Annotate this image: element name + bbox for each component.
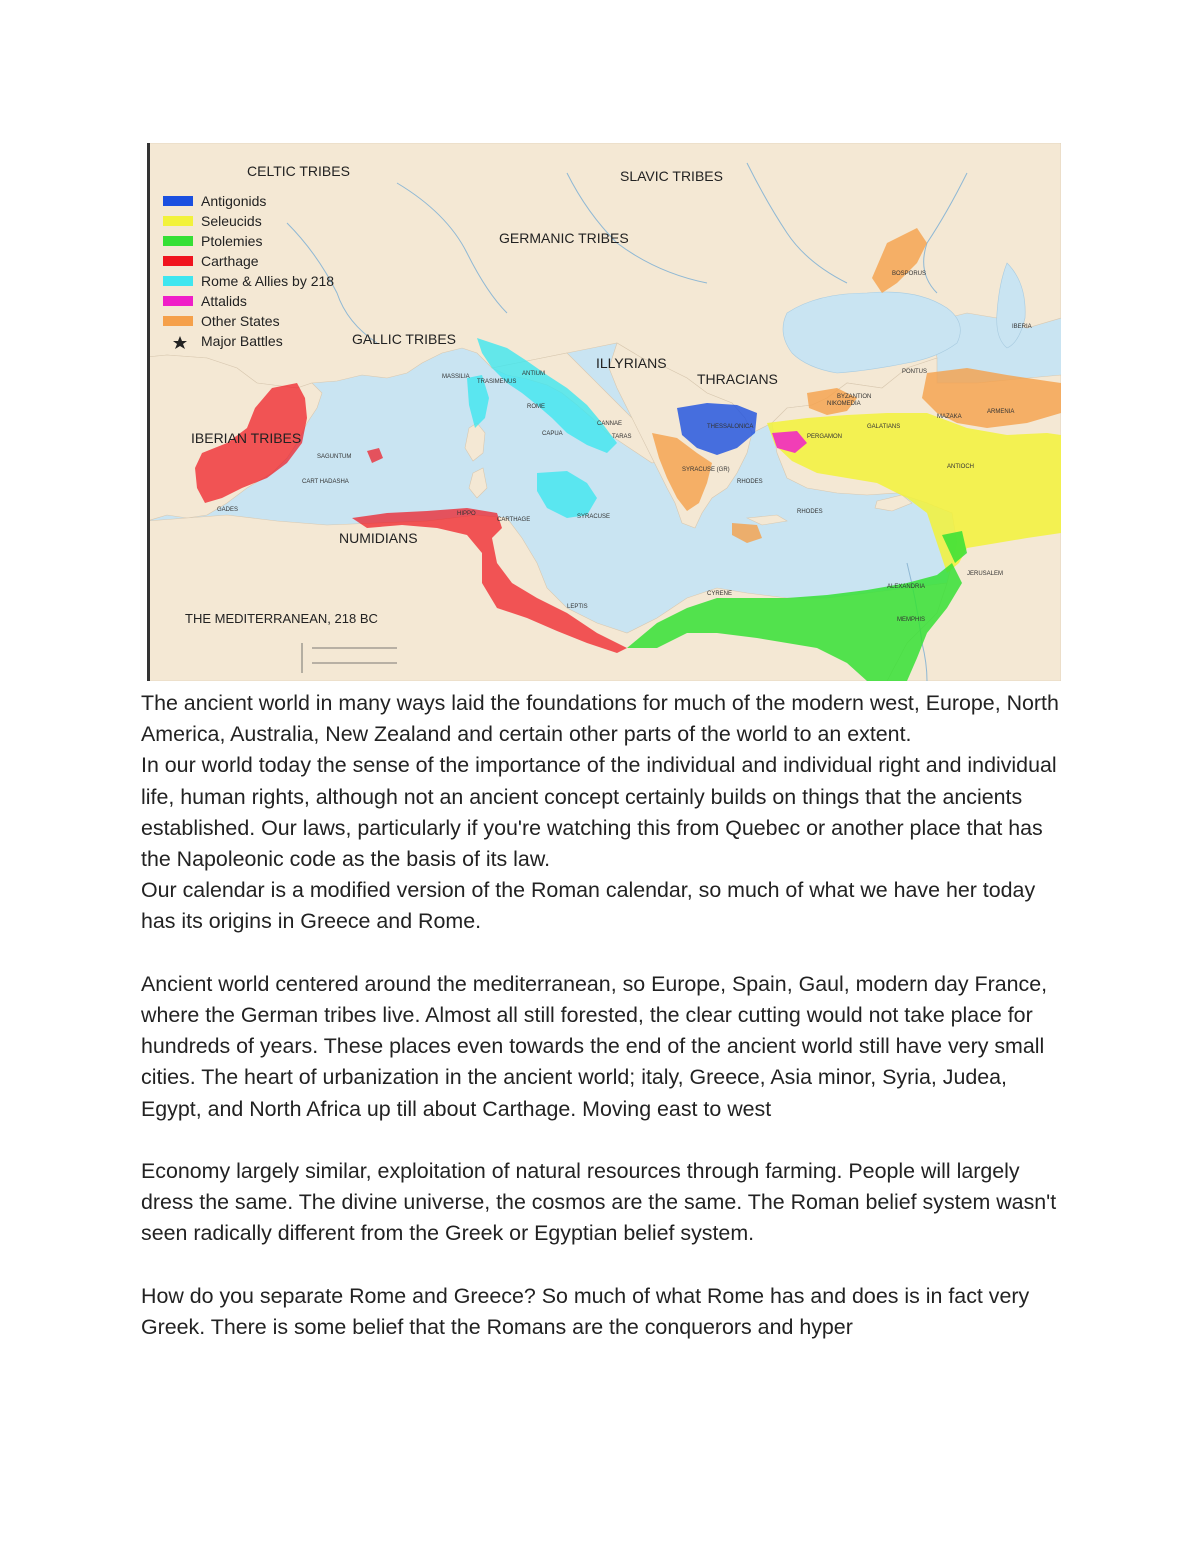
legend-swatch-carthage bbox=[163, 256, 193, 266]
legend-label-major-battles: Major Battles bbox=[201, 333, 283, 349]
svg-text:ROME: ROME bbox=[527, 404, 545, 410]
legend-swatch-other-states bbox=[163, 316, 193, 326]
label-thracians: THRACIANS bbox=[697, 371, 778, 387]
svg-text:MEMPHIS: MEMPHIS bbox=[897, 617, 926, 623]
svg-text:NIKOMEDIA: NIKOMEDIA bbox=[827, 401, 861, 407]
svg-text:GALATIANS: GALATIANS bbox=[867, 424, 901, 430]
svg-text:THESSALONICA: THESSALONICA bbox=[707, 424, 754, 430]
svg-text:SAGUNTUM: SAGUNTUM bbox=[317, 454, 352, 460]
map-title: THE MEDITERRANEAN, 218 BC bbox=[185, 611, 378, 626]
svg-text:LEPTIS: LEPTIS bbox=[567, 604, 588, 610]
svg-text:CARTHAGE: CARTHAGE bbox=[497, 517, 531, 523]
label-celtic-tribes: CELTIC TRIBES bbox=[247, 163, 350, 179]
legend-label-seleucids: Seleucids bbox=[201, 213, 262, 229]
label-germanic-tribes: GERMANIC TRIBES bbox=[499, 230, 629, 246]
svg-text:MASSILIA: MASSILIA bbox=[442, 374, 470, 380]
paragraph-economy: Economy largely similar, exploitation of natural resources through farming. People will largely dress the same. The divine universe, the cosmos are the same. The Roman belief system wasn't seen radically different from the Greek or Egyptian belief system. bbox=[141, 1159, 1057, 1246]
paragraph-gap bbox=[141, 1125, 1071, 1156]
svg-text:ANTIUM: ANTIUM bbox=[522, 371, 545, 377]
paragraph-individual-rights: In our world today the sense of the importance of the individual and individual right and individual life, human rights, although not an ancient concept certainly builds on things that the ancients established. Our laws, particularly if you're watching this from Quebec or another place that has the Napoleonic code as the basis of its law. bbox=[141, 753, 1057, 872]
svg-text:RHODES: RHODES bbox=[797, 509, 823, 515]
svg-text:JERUSALEM: JERUSALEM bbox=[967, 571, 1004, 577]
legend-label-attalids: Attalids bbox=[201, 293, 247, 309]
svg-text:CAPUA: CAPUA bbox=[542, 431, 563, 437]
svg-text:MAZAKA: MAZAKA bbox=[937, 414, 962, 420]
svg-text:SYRACUSE: SYRACUSE bbox=[577, 514, 611, 520]
legend-swatch-rome bbox=[163, 276, 193, 286]
svg-text:BOSPORUS: BOSPORUS bbox=[892, 271, 927, 277]
svg-text:PERGAMON: PERGAMON bbox=[807, 434, 843, 440]
svg-text:TRASIMENUS: TRASIMENUS bbox=[477, 379, 517, 385]
paragraph-calendar: Our calendar is a modified version of the Roman calendar, so much of what we have her today has its origins in Greece and Rome. bbox=[141, 878, 1036, 934]
svg-text:ANTIOCH: ANTIOCH bbox=[947, 464, 974, 470]
svg-text:HIPPO: HIPPO bbox=[457, 511, 476, 517]
legend-label-carthage: Carthage bbox=[201, 253, 259, 269]
paragraph-gap bbox=[141, 1250, 1071, 1281]
legend-swatch-antigonids bbox=[163, 196, 193, 206]
svg-text:ALEXANDRIA: ALEXANDRIA bbox=[887, 584, 926, 590]
paragraph-rome-greece: How do you separate Rome and Greece? So much of what Rome has and does is in fact very Greek. There is some belief that the Romans are the conquerors and hyper bbox=[141, 1283, 1030, 1340]
legend-label-antigonids: Antigonids bbox=[201, 193, 267, 209]
svg-text:CART HADASHA: CART HADASHA bbox=[302, 479, 349, 485]
body-text bbox=[141, 688, 1071, 1343]
svg-text:TARAS: TARAS bbox=[612, 434, 632, 440]
svg-text:BYZANTION: BYZANTION bbox=[837, 394, 872, 400]
svg-text:CYRENE: CYRENE bbox=[707, 591, 733, 597]
label-illyrians: ILLYRIANS bbox=[596, 355, 667, 371]
legend-swatch-attalids bbox=[163, 296, 193, 306]
legend-swatch-ptolemies bbox=[163, 236, 193, 246]
svg-text:PONTUS: PONTUS bbox=[902, 369, 928, 375]
svg-text:ARMENIA: ARMENIA bbox=[987, 409, 1015, 415]
svg-text:SYRACUSE (GR): SYRACUSE (GR) bbox=[682, 467, 730, 473]
svg-text:CANNAE: CANNAE bbox=[597, 421, 623, 427]
legend-swatch-seleucids bbox=[163, 216, 193, 226]
label-numidians: NUMIDIANS bbox=[339, 530, 418, 546]
svg-text:IBERIA: IBERIA bbox=[1012, 324, 1032, 330]
legend-label-other-states: Other States bbox=[201, 313, 280, 329]
label-gallic-tribes: GALLIC TRIBES bbox=[352, 331, 457, 347]
paragraph-gap bbox=[141, 938, 1071, 969]
svg-text:RHODES: RHODES bbox=[737, 479, 763, 485]
legend-label-ptolemies: Ptolemies bbox=[201, 233, 263, 249]
mediterranean-map bbox=[147, 143, 1061, 681]
svg-text:GADES: GADES bbox=[217, 507, 239, 513]
label-iberian-tribes: IBERIAN TRIBES bbox=[191, 430, 302, 446]
label-slavic-tribes: SLAVIC TRIBES bbox=[620, 168, 723, 184]
legend-label-rome: Rome & Allies by 218 bbox=[201, 273, 335, 289]
paragraph-mediterranean: Ancient world centered around the mediterranean, so Europe, Spain, Gaul, modern day France, where the German tribes live. Almost all still forested, the clear cutting would not take place for hundreds of years. These places even towards the end of the ancient world still have very small cities. The heart of urbanization in the ancient world; italy, Greece, Asia minor, Syria, Judea, Egypt, and North Africa up till about Carthage. Moving east to west bbox=[141, 971, 1048, 1121]
map-left-border bbox=[147, 143, 150, 681]
paragraph-foundations: The ancient world in many ways laid the foundations for much of the modern west, Europe, North America, Australia, New Zealand and certain other parts of the world to an extent. bbox=[141, 691, 1059, 747]
